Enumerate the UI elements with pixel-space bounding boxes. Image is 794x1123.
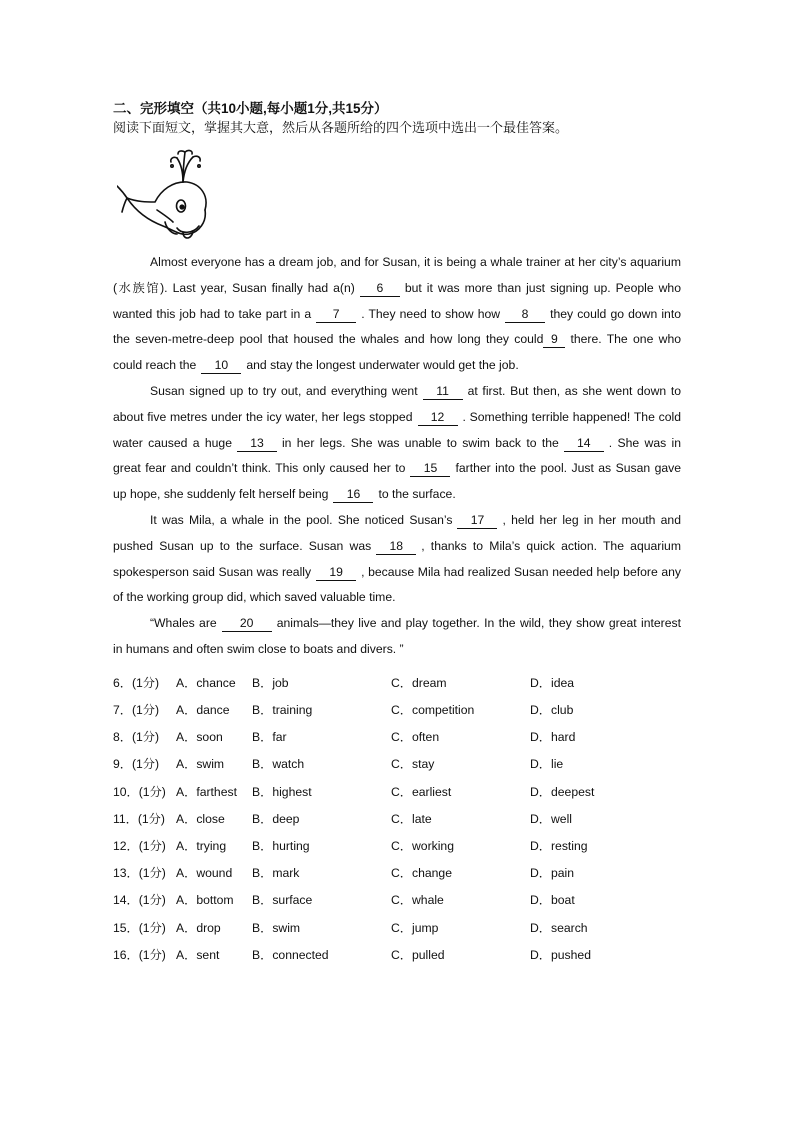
paragraph-1	[113, 250, 681, 379]
option-a: A．swim	[176, 757, 225, 772]
option-d: D．resting	[530, 838, 588, 853]
text: but it was more than just signing up. People who wanted this job had to take part in a	[113, 280, 681, 321]
option-d: D．boat	[530, 893, 575, 908]
text: they could go down into the seven-metre-deep pool that housed the whales and how long they could	[113, 306, 681, 347]
question-row	[113, 941, 681, 968]
blank-9: 9	[543, 332, 565, 348]
text: It was Mila, a whale in the pool. She noticed Susan’s	[150, 512, 453, 527]
question-number: 9．(1分)	[113, 757, 160, 772]
option-a: A．dance	[176, 703, 230, 718]
blank-11: 11	[423, 384, 463, 400]
question-number: 13．(1分)	[113, 866, 166, 881]
blank-17: 17	[457, 513, 497, 529]
option-b: B．surface	[252, 893, 313, 908]
option-d: D．lie	[530, 757, 564, 772]
blank-16: 16	[333, 487, 373, 503]
text: animals—they live and play together. In the wild, they show great interest in humans and often swim close to boats and divers. ”	[113, 616, 682, 656]
option-b: B．training	[252, 703, 313, 718]
option-d: D．deepest	[530, 784, 595, 799]
exam-page	[113, 100, 681, 968]
option-c: C．stay	[391, 757, 435, 772]
option-c: C．change	[391, 866, 452, 881]
question-number: 11．(1分)	[113, 811, 165, 826]
text: farther into the pool. Just as Susan gave up hope, she suddenly felt herself being	[113, 461, 682, 502]
option-d: D．hard	[530, 730, 576, 745]
question-number: 14．(1分)	[113, 893, 166, 908]
text: Susan signed up to try out, and everything went	[150, 383, 418, 398]
option-c: C．competition	[391, 703, 475, 718]
question-number: 15．(1分)	[113, 920, 166, 935]
question-row	[113, 696, 681, 723]
question-row	[113, 723, 681, 750]
paragraph-3	[113, 508, 681, 611]
text: there. The one who could reach the	[113, 332, 682, 373]
blank-8: 8	[505, 307, 545, 323]
question-row	[113, 750, 681, 777]
text: Almost everyone has a dream job, and for Susan, it is being a whale trainer at her city’s aquarium (水族馆). Last year, Susan finally had a(n)	[113, 255, 681, 295]
option-c: C．often	[391, 730, 440, 745]
option-a: A．sent	[176, 947, 220, 962]
option-d: D．well	[530, 811, 572, 826]
blank-6: 6	[360, 281, 400, 297]
text: at first. But then, as she went down to about five metres under the icy water, her legs stopped	[113, 383, 681, 424]
option-a: A．chance	[176, 675, 236, 690]
blank-20: 20	[222, 616, 272, 632]
text: “Whales are	[150, 616, 217, 631]
option-a: A．farthest	[176, 784, 237, 799]
text: , thanks to Mila’s quick action. The aquarium spokesperson said Susan was really	[113, 538, 681, 579]
option-b: B．watch	[252, 757, 305, 772]
question-row	[113, 913, 681, 940]
blank-19: 19	[316, 565, 356, 581]
option-b: B．swim	[252, 920, 301, 935]
option-a: A．trying	[176, 838, 227, 853]
question-number: 6．(1分)	[113, 675, 160, 690]
option-c: C．dream	[391, 675, 447, 690]
question-number: 16．(1分)	[113, 947, 166, 962]
question-list	[113, 669, 681, 968]
blank-14: 14	[564, 436, 604, 452]
whale-icon	[117, 148, 215, 244]
question-row	[113, 859, 681, 886]
text: in her legs. She was unable to swim back to the	[281, 435, 559, 450]
option-c: C．working	[391, 838, 454, 853]
option-a: A．drop	[176, 920, 221, 935]
option-b: B．highest	[252, 784, 312, 799]
blank-7: 7	[316, 307, 356, 323]
blank-12: 12	[418, 410, 458, 426]
blank-15: 15	[410, 461, 450, 477]
option-d: D．search	[530, 920, 588, 935]
question-row	[113, 832, 681, 859]
blank-13: 13	[237, 436, 277, 452]
option-a: A．wound	[176, 866, 233, 881]
question-row	[113, 886, 681, 913]
question-number: 7．(1分)	[113, 703, 160, 718]
option-b: B．connected	[252, 947, 329, 962]
option-b: B．mark	[252, 866, 300, 881]
option-b: B．hurting	[252, 838, 310, 853]
option-d: D．pain	[530, 866, 575, 881]
text: . She was in great fear and couldn’t think. This only caused her to	[113, 435, 682, 476]
text: . They need to show how	[361, 306, 501, 321]
option-d: D．club	[530, 703, 574, 718]
option-d: D．idea	[530, 675, 575, 690]
text: . Something terrible happened! The cold water caused a huge	[113, 409, 681, 450]
blank-10: 10	[201, 358, 241, 374]
question-row	[113, 805, 681, 832]
paragraph-4	[113, 611, 681, 663]
passage	[113, 250, 681, 663]
blank-18: 18	[376, 539, 416, 555]
option-c: C．whale	[391, 893, 444, 908]
question-number: 8．(1分)	[113, 730, 160, 745]
question-row	[113, 669, 681, 696]
question-number: 10．(1分)	[113, 784, 166, 799]
option-d: D．pushed	[530, 947, 591, 962]
text: , held her leg in her mouth and pushed Susan up to the surface. Susan was	[113, 512, 681, 553]
question-number: 12．(1分)	[113, 838, 166, 853]
text: , because Mila had realized Susan needed help before any of the working group did, which saved valuable time.	[113, 564, 681, 605]
section-instruction: 阅读下面短文，掌握其大意，然后从各题所给的四个选项中选出一个最佳答案。	[113, 120, 569, 135]
option-b: B．far	[252, 730, 287, 745]
text: to the surface.	[378, 487, 456, 502]
option-a: A．close	[176, 811, 225, 826]
text: and stay the longest underwater would get the job.	[246, 358, 519, 373]
section-heading: 二、完形填空（共10小题,每小题1分,共15分）	[113, 101, 388, 116]
paragraph-2	[113, 379, 681, 508]
option-b: B．job	[252, 675, 289, 690]
option-a: A．bottom	[176, 893, 234, 908]
option-c: C．late	[391, 811, 432, 826]
question-row	[113, 778, 681, 805]
option-c: C．jump	[391, 920, 439, 935]
option-c: C．earliest	[391, 784, 452, 799]
option-c: C．pulled	[391, 947, 445, 962]
option-b: B．deep	[252, 811, 300, 826]
option-a: A．soon	[176, 730, 223, 745]
